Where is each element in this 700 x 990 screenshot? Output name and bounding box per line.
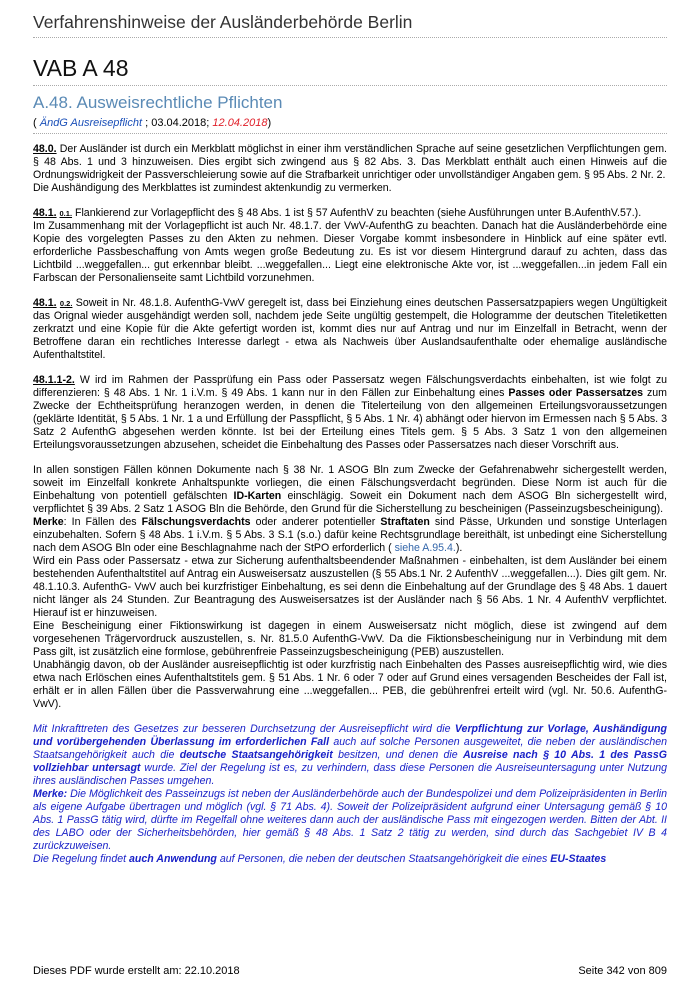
paragraph-text: Im Zusammenhang mit der Vorlagepflicht ist auch Nr. 48.1.7. der VwV-AufenthG zu beachten. Danach hat die Ausländerbehörde eine Kopie des vorgelegten Passes zu den Akten zu nehmen. Dieser Vorgabe kommt insbesondere in Hinblick auf eine später evtl. erforderliche Passbeschaffung von Amts wegen große Bedeutung zu. Es ist vor diesem Hintergrund darauf zu achten, dass das Lichtbild ...weggefallen... gut erkennbar bleibt. ...weggefallen... Liegt eine elektronische Akte vor, ist ...weggefallen...in jedem Fall ein Farbscan der Personalienseite samt Lichtbild vorzunehmen. [33, 220, 667, 284]
section-heading: A.48. Ausweisrechtliche Pflichten [33, 93, 283, 112]
amendment-note: ( ÄndG Ausreisepflicht ; 03.04.2018; 12.04.2018) [33, 117, 272, 129]
paragraph-text: wurde. Ziel der Regelung ist es, zu verhindern, dass diese Personen die Ausreiseuntersagung unter Nutzung ihres ausländischen Passes umgehen. [33, 762, 667, 787]
document-header-title: Verfahrenshinweise der Ausländerbehörde Berlin [33, 12, 413, 32]
paragraph-subnumber: 0.2. [59, 299, 73, 308]
page-footer [33, 965, 667, 977]
paragraph-subnumber: 0.1. [59, 209, 73, 218]
paragraph-48-1-1-2 [33, 374, 667, 452]
paragraph-text: Soweit in Nr. 48.1.8. AufenthG-VwV geregelt ist, dass bei Einziehung eines deutschen Passersatzpapiers wegen Ungültigkeit das Orignal wieder ausgehändigt werden soll, nachdem jede Seite ungültig gestempelt, die Hologramme der deutschen Titeletiketten zerkratzt und eine Kopie für die Akte gefertigt worden ist, kommt dies nur auf Antrag und nur im Einzelfall in Betracht, wenn der Betroffene daran ein rechtliches Interesse darlegt - etwa als Nachweis über Auslandsaufenthalte oder ehemalige ausländische Aufenthaltstitel. [33, 297, 667, 361]
amendment-link[interactable]: ÄndG Ausreisepflicht [39, 117, 143, 129]
paragraph-text: Unabhängig davon, ob der Ausländer ausreisepflichtig ist oder kurzfristig nach Einbehalten des Passes ausreisepflichtig wird, wie dies etwa nach Erlöschen eines Aufenthaltstitels gem. § 51 Abs. 1 Nr. 6 oder 7 oder auf Grund eines versagenden Bescheides der Fall ist, erhält er in allen Fällen über die Passverwahrung eine ...weggefallen... PEB, die gebührenfrei erteilt wird (vgl. Nr. 50.6. AufenthG- VwV). [33, 659, 667, 710]
paragraph-text: zum Zwecke der Echtheitsprüfung heranzogen werden, in denen die Titelerteilung von den allgemeinen Erteilungsvoraussetzungen (geklärte Identität, § 5 Abs. 1 Nr. 1 a und Erfüllung der Passpflicht, § 5 Abs. 1 Nr. 4) abhängt oder hiervon im Ermessen nach § 5 Abs. 3 Satz 2 AufenthG abgesehen werden könnte. Ist bei der Erteilung eines Titels gem. § 5 Abs. 3 Satz 1 von den allgemeinen Erteilungsvoraussetzungen abzusehen, scheidet die Einbehaltung des Passes oder Passersatzes nach dieser Vorschrift aus. [33, 387, 667, 451]
paragraph-emphasis: Passes oder Passersatzes [508, 387, 643, 399]
paragraph-sicherstellung [33, 464, 667, 711]
paragraph-48-1-0-1 [33, 207, 667, 285]
paragraph-text: Die Möglichkeit des Passeinzugs ist neben der Ausländerbehörde auch der Bundespolizei und dem Polizeipräsidenten in Berlin als eigene Aufgabe übertragen und möglich (vgl. § 71 Abs. 4). Soweit der Polizeipräsident aufgrund einer Untersagung gemäß § 10 Abs. 1 PassG tätig wird, dürfte im Regelfall ohne weiteres dann auch der ausländische Pass mit eingezogen werden. Bitten der Abt. II des LABO oder der Sicherheitsbehörden, hier gemäß § 48 Abs. 1 Satz 2 tätig zu werden, sind durch das Sachgebiet IV B 4 zurückzuweisen. [33, 788, 667, 852]
amendment-date-highlight: 12.04.2018 [212, 117, 268, 129]
paragraph-text: oder anderer potentieller [255, 516, 376, 528]
paragraph-text: besitzen, und denen die [338, 749, 458, 761]
paragraph-number: 48.1. [33, 207, 57, 219]
paragraph-text: einschlägig. Soweit ein Dokument nach dem ASOG Bln sichergestellt wird, verpflichtet § 39 Abs. 2 Satz 1 ASOG Bln die Behörde, den Grund für die Sicherstellung zu bescheinigen (Passeinzugsbescheinigung). [33, 490, 667, 515]
paragraph-text: sind Pässe, Urkunden und sonstige Unterlagen einzubehalten. Sofern § 48 Abs. 1 i.V.m. § 5 Abs. 3 S.1 (s.o.) dafür keine Rechtsgrundlage bereithält, ist unbedingt eine Sicherstellung nach dem ASOG Bln oder eine Beschlagnahme nach der StPO erforderlich ( [33, 516, 667, 554]
paragraph-48-0 [33, 143, 667, 195]
paragraph-text: Der Ausländer ist durch ein Merkblatt möglichst in einer ihm verständlichen Sprache auf seine gesetzlichen Verpflichtungen gem. § 48 Abs. 1 und 3 hinzuweisen. Dies ergibt sich zwingend aus § 82 Abs. 3. Das Merkblatt enthält auch einen Hinweis auf die Ordnungswidrigkeit der Passverschleierung sowie auf die Strafbarkeit unrichtiger oder unvollständiger Angaben gem. § 95 Abs. 2 Nr. 2. [33, 143, 667, 181]
paragraph-number: 48.1. [33, 297, 57, 309]
title-divider [33, 85, 667, 86]
footer-page-number: Seite 342 von 809 [578, 965, 667, 977]
section-divider [33, 133, 667, 134]
paragraph-text: Die Regelung findet [33, 853, 127, 865]
paragraph-text: auf Personen, die neben der deutschen Staatsangehörigkeit die eines [219, 853, 548, 865]
paragraph-text: ). [455, 542, 463, 554]
paragraph-text: Wird ein Pass oder Passersatz - etwa zur Sicherung aufenthaltsbeendender Maßnahmen - einbehalten, ist dem Ausländer bei einem bestehenden Aufenthaltstitel auf Antrag ein Ausweisersatz auszustellen (§ 55 Abs.1 Nr. 2 AufenthV ...weggefallen...). Dies gilt gem. Nr. 48.1.10.3. AufenthG- VwV auch bei kurzfristiger Einbehaltung, es sei denn die Einbehaltung auf der Grundlage des § 48 Abs. 1 dauert nicht länger als 24 Stunden. Zur Beantragung des Ausweisersatzes ist der Ausländer nach § 56 Abs. 1 Nr. 4 AufenthV verpflichtet. Hierauf ist er hinzuweisen. [33, 555, 667, 619]
paragraph-text: Mit Inkrafttreten des Gesetzes zur besseren Durchsetzung der Ausreisepflicht wird die [33, 723, 451, 735]
amendment-date: 03.04.2018 [151, 117, 207, 129]
paragraph-text: Die Aushändigung des Merkblattes ist zumindest aktenkundig zu vermerken. [33, 182, 392, 194]
paragraph-text: Eine Bescheinigung einer Fiktionswirkung ist dagegen in einem Ausweisersatz nicht möglich, diese ist zwingend auf dem vorgesehenen Trägervordruck auszustellen, s. Nr. 81.5.0 AufenthG-VwV. Da die Fiktionsbescheinigung nur in Verbindung mit dem Pass gilt, ist zusätzlich eine formlose, gebührenfreie Passeinzugsbescheinigung (PEB) auszustellen. [33, 620, 667, 658]
paragraph-emphasis: EU-Staates [550, 853, 607, 865]
merke-label: Merke: [33, 788, 68, 800]
paragraph-number: 48.0. [33, 143, 57, 155]
paragraph-text: In allen sonstigen Fällen können Dokumente nach § 38 Nr. 1 ASOG Bln zum Zwecke der Gefahrenabwehr sichergestellt werden, soweit im Einzelfall konkrete Anhaltspunkte vorliegen, die einen Fälschungsverdacht begründen. Diese Norm ist auch für die Einbehaltung von potentiell gefälschten [33, 464, 667, 502]
paragraph-text: W ird im Rahmen der Passprüfung ein Pass oder Passersatz wegen Fälschungsverdachts einbehalten, ist wie folgt zu differenzieren: § 48 Abs. 1 Nr. 1 i.V.m. § 49 Abs. 1 kann nur in den Fällen zur Einbehaltung eines [33, 374, 668, 399]
header-divider [33, 37, 667, 38]
paragraph-emphasis: deutsche Staatsangehörigkeit [179, 749, 333, 761]
paragraph-text: Flankierend zur Vorlagepflicht des § 48 Abs. 1 ist § 57 AufenthV zu beachten (siehe Ausführungen unter B.AufenthV.57.). [74, 207, 642, 219]
paragraph-emphasis: Fälschungsverdachts [141, 516, 251, 528]
paragraph-amendment [33, 723, 667, 866]
paragraph-number: 48.1.1-2. [33, 374, 75, 386]
cross-reference-link[interactable]: siehe A.95.4. [394, 542, 456, 554]
paragraph-emphasis: auch Anwendung [129, 853, 217, 865]
paragraph-emphasis: Ausreise nach § 10 Abs. 1 des PassG vollziehbar untersagt [33, 749, 667, 774]
paragraph-text: : In Fällen des [63, 516, 137, 528]
paragraph-text: auch auf solche Personen ausgeweitet, die neben der ausländischen Staatsangehörigkeit auch die [33, 736, 667, 761]
paragraph-emphasis: ID-Karten [233, 490, 282, 502]
merke-label: Merke [33, 516, 64, 528]
footer-created-date: Dieses PDF wurde erstellt am: 22.10.2018 [33, 965, 240, 977]
page-title: VAB A 48 [33, 55, 129, 81]
paragraph-48-1-0-2 [33, 297, 667, 362]
paragraph-emphasis: Verpflichtung zur Vorlage, Aushändigung und vorübergehenden Überlassung im erforderlichen Fall [33, 723, 667, 748]
paragraph-emphasis: Straftaten [380, 516, 430, 528]
document-body [33, 143, 667, 878]
